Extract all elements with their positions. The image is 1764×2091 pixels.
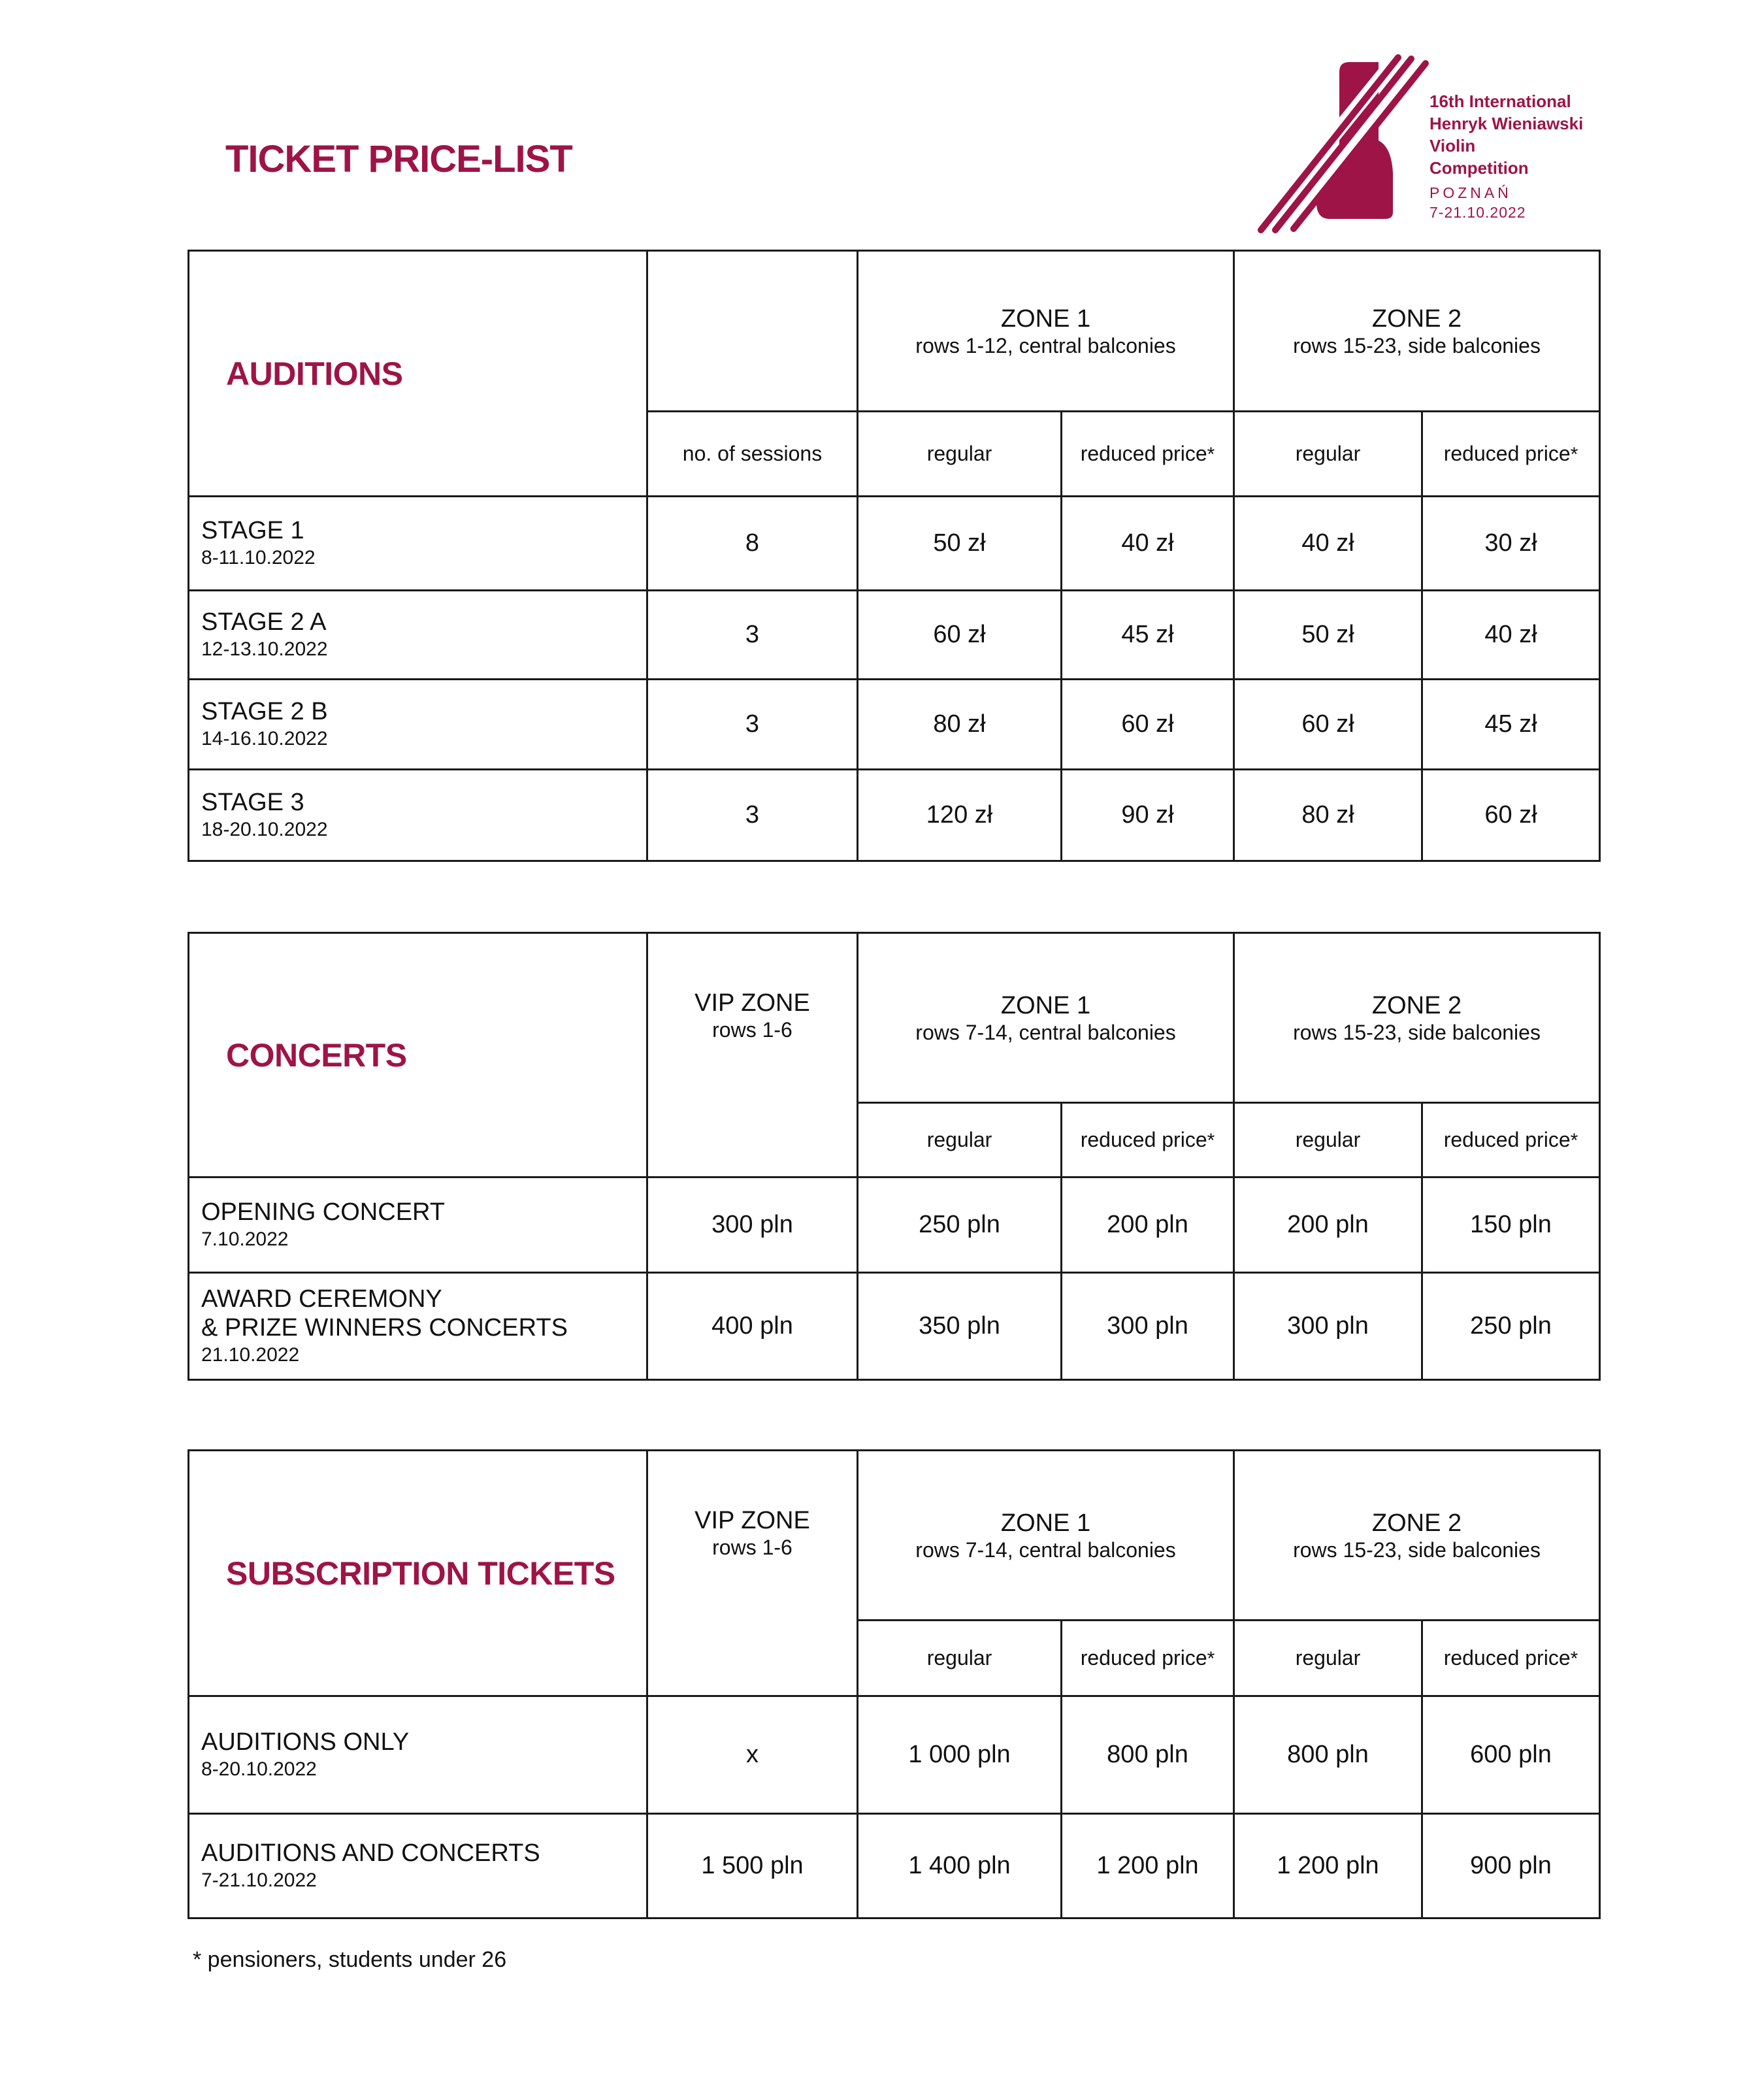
col-header-reduced bbox=[1062, 1103, 1234, 1177]
price-cell: 1 000 pln bbox=[858, 1696, 1062, 1814]
zone-name: ZONE 1 bbox=[1000, 991, 1091, 1019]
price-cell: 40 zł bbox=[1062, 497, 1234, 591]
row-label bbox=[189, 1696, 647, 1814]
subscriptions-table bbox=[188, 1449, 1601, 1919]
col-header-reduced bbox=[1422, 1621, 1600, 1696]
reduced-label: reduced price bbox=[1080, 1646, 1207, 1670]
zone-rows: rows 15-23, side balconies bbox=[1293, 1538, 1541, 1562]
logo-text bbox=[1429, 90, 1583, 179]
reduced-label: reduced price bbox=[1080, 1128, 1207, 1151]
price-cell: 1 200 pln bbox=[1062, 1814, 1234, 1918]
zone-rows: rows 1-6 bbox=[712, 1536, 792, 1559]
price-cell: 800 pln bbox=[1234, 1696, 1422, 1814]
asterisk: * bbox=[1570, 1648, 1578, 1670]
section-title-subscriptions: SUBSCRIPTION TICKETS bbox=[189, 1451, 647, 1696]
zone-name: ZONE 2 bbox=[1371, 305, 1462, 333]
reduced-label: reduced price bbox=[1080, 442, 1207, 465]
zone-rows: rows 1-12, central balconies bbox=[915, 333, 1176, 357]
price-cell: 350 pln bbox=[858, 1273, 1062, 1380]
row-date: 18-20.10.2022 bbox=[201, 818, 328, 840]
asterisk: * bbox=[1570, 1130, 1578, 1151]
price-cell: 250 pln bbox=[1422, 1273, 1600, 1380]
row-date: 7.10.2022 bbox=[201, 1228, 289, 1250]
asterisk: * bbox=[1207, 1648, 1215, 1670]
price-cell: 50 zł bbox=[858, 497, 1062, 591]
col-header-regular: regular bbox=[1234, 412, 1422, 497]
price-cell: 45 zł bbox=[1422, 680, 1600, 770]
row-date: 8-11.10.2022 bbox=[201, 546, 316, 568]
price-cell: 250 pln bbox=[858, 1177, 1062, 1273]
zone-name: ZONE 1 bbox=[1000, 305, 1091, 333]
table-row bbox=[189, 1814, 1600, 1918]
price-cell: 900 pln bbox=[1422, 1814, 1600, 1918]
price-cell: x bbox=[647, 1696, 858, 1814]
col-header-regular: regular bbox=[1234, 1621, 1422, 1696]
price-cell: 600 pln bbox=[1422, 1696, 1600, 1814]
table-row bbox=[189, 591, 1600, 680]
row-name: AUDITIONS ONLY bbox=[201, 1728, 410, 1756]
price-cell: 60 zł bbox=[1062, 680, 1234, 770]
logo-line-3: Violin bbox=[1429, 136, 1476, 156]
zone-name: ZONE 2 bbox=[1371, 991, 1462, 1019]
page-title: TICKET PRICE-LIST bbox=[225, 138, 572, 180]
zone-name: VIP ZONE bbox=[694, 1507, 810, 1534]
zone2-header bbox=[1234, 933, 1600, 1103]
row-date: 14-16.10.2022 bbox=[201, 727, 328, 749]
price-cell: 60 zł bbox=[1234, 680, 1422, 770]
zone2-header bbox=[1234, 251, 1600, 412]
row-label bbox=[189, 497, 647, 591]
price-cell: 60 zł bbox=[1422, 770, 1600, 861]
row-label bbox=[189, 680, 647, 770]
sessions-cell: 8 bbox=[647, 497, 858, 591]
price-cell: 1 500 pln bbox=[647, 1814, 858, 1918]
price-cell: 1 200 pln bbox=[1234, 1814, 1422, 1918]
row-name: OPENING CONCERT bbox=[201, 1198, 446, 1226]
sessions-cell: 3 bbox=[647, 591, 858, 680]
price-cell: 45 zł bbox=[1062, 591, 1234, 680]
logo-line-4: Competition bbox=[1429, 158, 1529, 178]
zone2-header bbox=[1234, 1451, 1600, 1621]
reduced-label: reduced price bbox=[1443, 1646, 1571, 1670]
row-name: STAGE 3 bbox=[201, 788, 304, 816]
col-header-regular: regular bbox=[858, 1621, 1062, 1696]
row-name: STAGE 1 bbox=[201, 516, 304, 544]
footnote: * pensioners, students under 26 bbox=[193, 1947, 507, 1972]
row-date: 21.10.2022 bbox=[201, 1343, 300, 1366]
row-label bbox=[189, 591, 647, 680]
zone1-header bbox=[858, 251, 1234, 412]
asterisk: * bbox=[1570, 444, 1578, 465]
price-cell: 60 zł bbox=[858, 591, 1062, 680]
row-date: 7-21.10.2022 bbox=[201, 1869, 317, 1891]
col-header-sessions: no. of sessions bbox=[647, 412, 858, 497]
zone-name: VIP ZONE bbox=[694, 989, 810, 1017]
table-row bbox=[189, 1696, 1600, 1814]
zone-rows: rows 15-23, side balconies bbox=[1293, 1020, 1541, 1044]
row-name: AWARD CEREMONY bbox=[201, 1285, 442, 1313]
row-date: 12-13.10.2022 bbox=[201, 638, 328, 660]
asterisk: * bbox=[1207, 444, 1215, 465]
price-cell: 40 zł bbox=[1422, 591, 1600, 680]
vip-header bbox=[647, 1451, 858, 1696]
price-cell: 800 pln bbox=[1062, 1696, 1234, 1814]
table-row bbox=[189, 1273, 1600, 1380]
price-cell: 150 pln bbox=[1422, 1177, 1600, 1273]
price-cell: 300 pln bbox=[1062, 1273, 1234, 1380]
zone-name: ZONE 2 bbox=[1371, 1509, 1462, 1537]
price-cell: 120 zł bbox=[858, 770, 1062, 861]
logo-line-1: 16th International bbox=[1429, 91, 1571, 111]
col-header-reduced bbox=[1422, 1103, 1600, 1177]
row-name: STAGE 2 A bbox=[201, 608, 327, 636]
row-name-line-2: & PRIZE WINNERS CONCERTS bbox=[201, 1313, 568, 1342]
price-cell: 200 pln bbox=[1062, 1177, 1234, 1273]
zone1-header bbox=[858, 1451, 1234, 1621]
zone-rows: rows 15-23, side balconies bbox=[1293, 333, 1541, 357]
vip-header bbox=[647, 933, 858, 1177]
col-header-regular: regular bbox=[1234, 1103, 1422, 1177]
row-label bbox=[189, 1273, 647, 1380]
section-title-concerts: CONCERTS bbox=[189, 933, 647, 1177]
zone-name: ZONE 1 bbox=[1000, 1509, 1091, 1537]
price-cell: 400 pln bbox=[647, 1273, 858, 1380]
price-cell: 200 pln bbox=[1234, 1177, 1422, 1273]
concerts-table bbox=[188, 932, 1601, 1381]
zone-rows: rows 7-14, central balconies bbox=[915, 1020, 1176, 1044]
price-cell: 80 zł bbox=[858, 680, 1062, 770]
reduced-label: reduced price bbox=[1443, 1128, 1571, 1151]
table-row bbox=[189, 770, 1600, 861]
price-cell: 40 zł bbox=[1234, 497, 1422, 591]
zone1-header bbox=[858, 933, 1234, 1103]
asterisk: * bbox=[1207, 1130, 1215, 1151]
sessions-cell: 3 bbox=[647, 770, 858, 861]
col-header-regular: regular bbox=[858, 1103, 1062, 1177]
row-label bbox=[189, 1177, 647, 1273]
logo-dates: 7-21.10.2022 bbox=[1429, 204, 1526, 221]
logo-line-2: Henryk Wieniawski bbox=[1429, 114, 1584, 133]
price-cell: 1 400 pln bbox=[858, 1814, 1062, 1918]
price-cell: 80 zł bbox=[1234, 770, 1422, 861]
col-header-reduced bbox=[1422, 412, 1600, 497]
price-cell: 50 zł bbox=[1234, 591, 1422, 680]
price-cell: 300 pln bbox=[1234, 1273, 1422, 1380]
row-name: STAGE 2 B bbox=[201, 697, 328, 725]
row-label bbox=[189, 770, 647, 861]
row-label bbox=[189, 1814, 647, 1918]
zone-rows: rows 1-6 bbox=[712, 1018, 792, 1042]
col-header-regular: regular bbox=[858, 412, 1062, 497]
price-cell: 90 zł bbox=[1062, 770, 1234, 861]
empty-header-cell bbox=[647, 251, 858, 412]
row-name: AUDITIONS AND CONCERTS bbox=[201, 1839, 540, 1867]
table-row bbox=[189, 497, 1600, 591]
zone-rows: rows 7-14, central balconies bbox=[915, 1538, 1176, 1562]
sessions-cell: 3 bbox=[647, 680, 858, 770]
col-header-reduced bbox=[1062, 412, 1234, 497]
table-row bbox=[189, 680, 1600, 770]
logo-city: POZNAŃ bbox=[1429, 184, 1512, 201]
row-date: 8-20.10.2022 bbox=[201, 1758, 317, 1780]
auditions-table bbox=[188, 250, 1601, 862]
price-cell: 300 pln bbox=[647, 1177, 858, 1273]
col-header-reduced bbox=[1062, 1621, 1234, 1696]
section-title-auditions: AUDITIONS bbox=[189, 251, 647, 497]
reduced-label: reduced price bbox=[1443, 442, 1571, 465]
price-cell: 30 zł bbox=[1422, 497, 1600, 591]
table-row bbox=[189, 1177, 1600, 1273]
